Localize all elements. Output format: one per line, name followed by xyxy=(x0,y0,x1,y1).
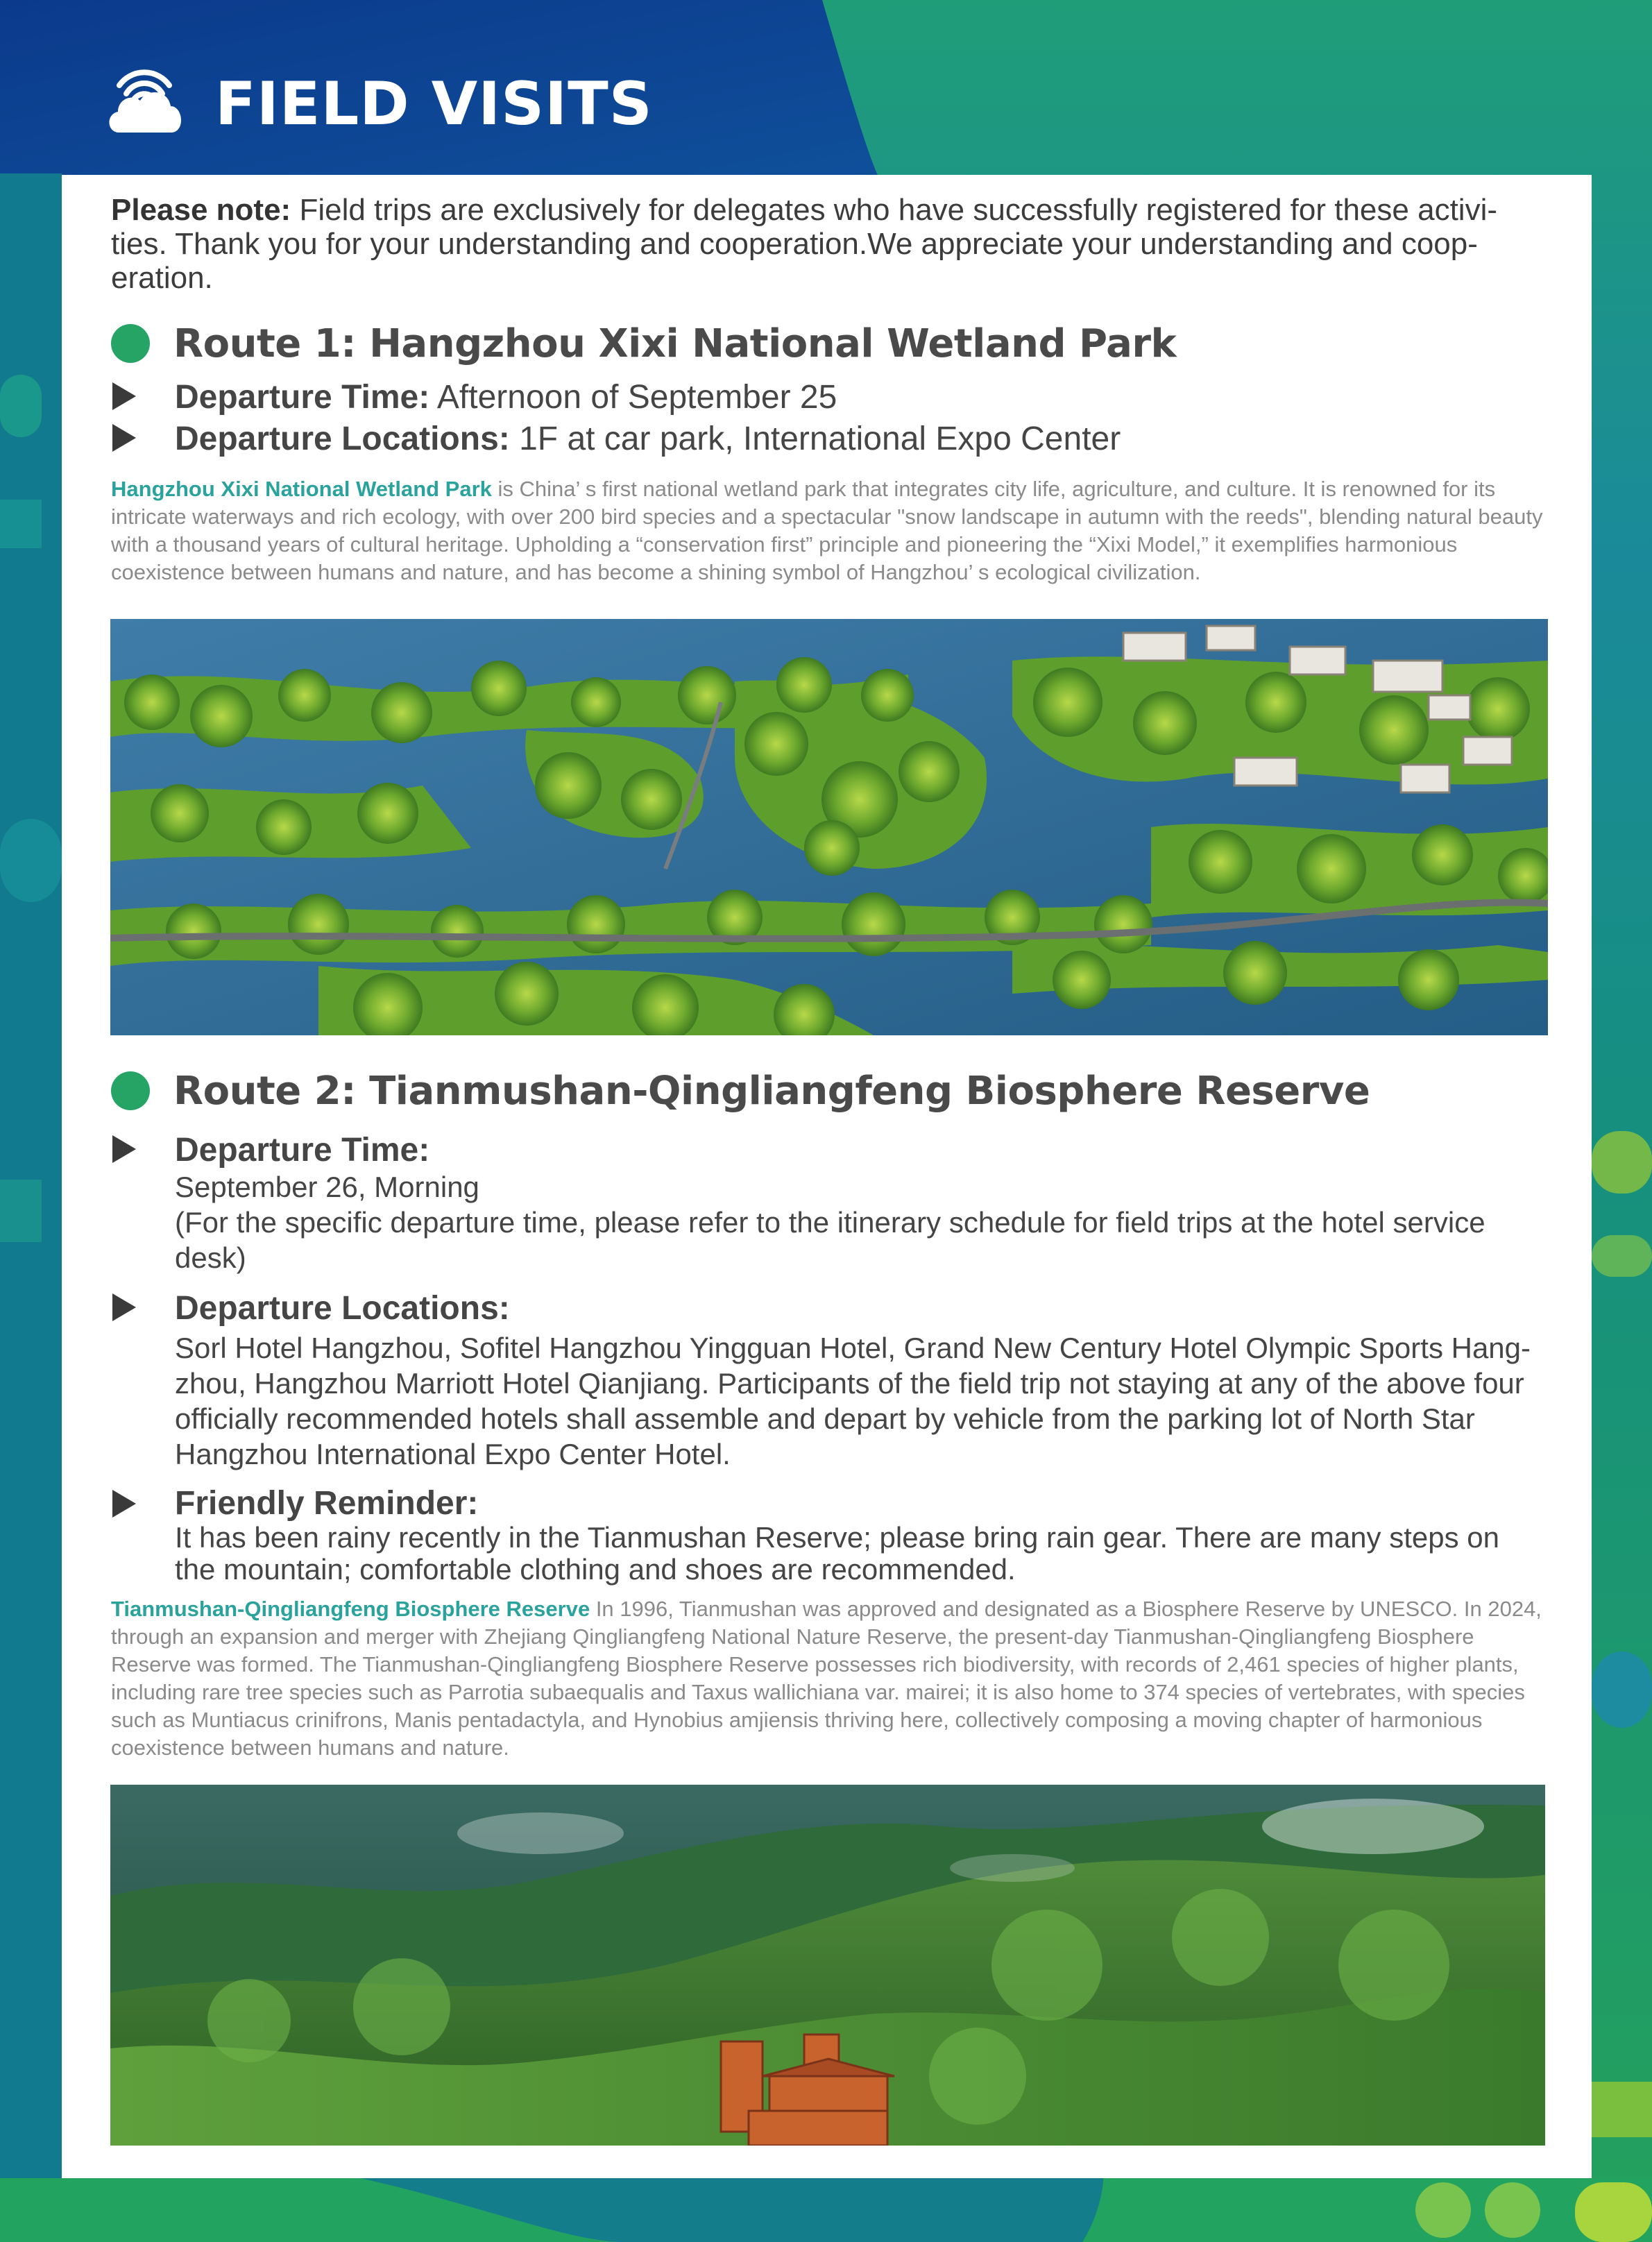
route-1-desc-highlight: Hangzhou Xixi National Wetland Park xyxy=(111,477,492,501)
route-2-title: Route 2: Tianmushan-Qingliangfeng Biosphere Reserve xyxy=(173,1068,1370,1114)
triangle-bullet-icon xyxy=(112,1135,136,1163)
departure-time-label: Departure Time: xyxy=(175,379,430,416)
note-text: Field trips are exclusively for delegates who have successfully registered for these activi- ties. Thank you for your understanding and cooperation.We appreciate your understanding and coop- eration. xyxy=(111,193,1497,295)
route-2-departure-locations xyxy=(111,1289,1547,1472)
route-2-heading xyxy=(111,1063,1547,1119)
triangle-bullet-icon xyxy=(112,1490,136,1518)
departure-locations-label: Departure Locations: xyxy=(175,421,510,457)
route-1-departure-locations xyxy=(111,420,1547,463)
route-2-desc-text: In 1996, Tianmushan was approved and designated as a Biosphere Reserve by UNESCO. In 2024, through an expansion and merger with Zhejiang Qingliangfeng National Nature Reserve, the present-day Tianmushan-Qingliangfeng Biosphere Reserve was formed. The Tianmushan-Qingliangfeng Biosphere Reserve possesses rich biodiversity, with records of 2,461 species of higher plants, including rare tree species such as Parrotia subaequalis and Taxus wallichiana var. mairei; it is also home to 374 species of vertebrates, with species such as Muntiacus crinifrons, Manis pentadactyla, and Hynobius amjiensis thriving here, collectively composing a moving chapter of harmonious coexistence between humans and nature. xyxy=(111,1597,1542,1760)
friendly-reminder-label: Friendly Reminder: xyxy=(175,1485,479,1522)
triangle-bullet-icon xyxy=(112,1293,136,1321)
page-header xyxy=(104,59,653,149)
route-2-section xyxy=(111,1063,1547,1762)
departure-locations-label: Departure Locations: xyxy=(175,1290,510,1327)
route-2-friendly-reminder xyxy=(111,1486,1547,1586)
departure-locations-value: 1F at car park, International Expo Center xyxy=(509,421,1121,457)
triangle-bullet-icon xyxy=(112,382,136,410)
departure-time-note: (For the specific departure time, please refer to the itinerary schedule for field trips at the hotel service desk) xyxy=(175,1206,1485,1274)
content xyxy=(111,193,1547,586)
departure-time-date: September 26, Morning xyxy=(175,1171,479,1203)
route-1-heading xyxy=(111,316,1547,371)
route-2-departure-time xyxy=(111,1131,1547,1275)
friendly-reminder-text: It has been rainy recently in the Tianmushan Reserve; please bring rain gear. There are many steps on the mountain; comfortable clothing and shoes are recommended. xyxy=(175,1521,1499,1586)
note-label: Please note: xyxy=(111,193,291,227)
departure-locations-text: Sorl Hotel Hangzhou, Sofitel Hangzhou Yingguan Hotel, Grand New Century Hotel Olympic Sports Hang- zhou, Hangzhou Marriott Hotel Qianjiang. Participants of the field trip not staying at any of the above four officially recommended hotels shall assemble and depart by vehicle from the parking lot of North Star Hangzhou International Expo Center Hotel. xyxy=(175,1332,1531,1470)
route-2-desc-highlight: Tianmushan-Qingliangfeng Biosphere Reserve xyxy=(111,1597,590,1621)
page-title: FIELD VISITS xyxy=(215,69,653,139)
registration-note xyxy=(111,193,1547,295)
route-1-departure-time xyxy=(111,378,1547,420)
route-2-description xyxy=(111,1595,1547,1762)
route-dot-icon xyxy=(111,324,150,363)
cloud-signal-icon xyxy=(104,66,187,142)
triangle-bullet-icon xyxy=(112,424,136,452)
departure-time-value: Afternoon of September 25 xyxy=(429,379,837,416)
route-1-desc-text: is China’ s first national wetland park that integrates city life, agriculture, and culture. It is renowned for its intricate waterways and rich ecology, with over 200 bird species and a spectacular "snow landscape in autumn with the reeds", blending natural beauty with a thousand years of cultural heritage. Upholding a “conservation first” principle and pioneering the “Xixi Model,” it exemplifies harmonious coexistence between humans and nature, and has become a shining symbol of Hangzhou’ s ecological civilization. xyxy=(111,477,1543,584)
route-dot-icon xyxy=(111,1071,150,1110)
wetland-aerial-photo xyxy=(110,619,1548,1035)
mountain-forest-photo xyxy=(110,1785,1545,2146)
departure-time-label: Departure Time: xyxy=(175,1132,430,1169)
route-1-title: Route 1: Hangzhou Xixi National Wetland Park xyxy=(173,321,1177,366)
route-1-description xyxy=(111,475,1547,586)
content-card xyxy=(62,175,1592,2178)
